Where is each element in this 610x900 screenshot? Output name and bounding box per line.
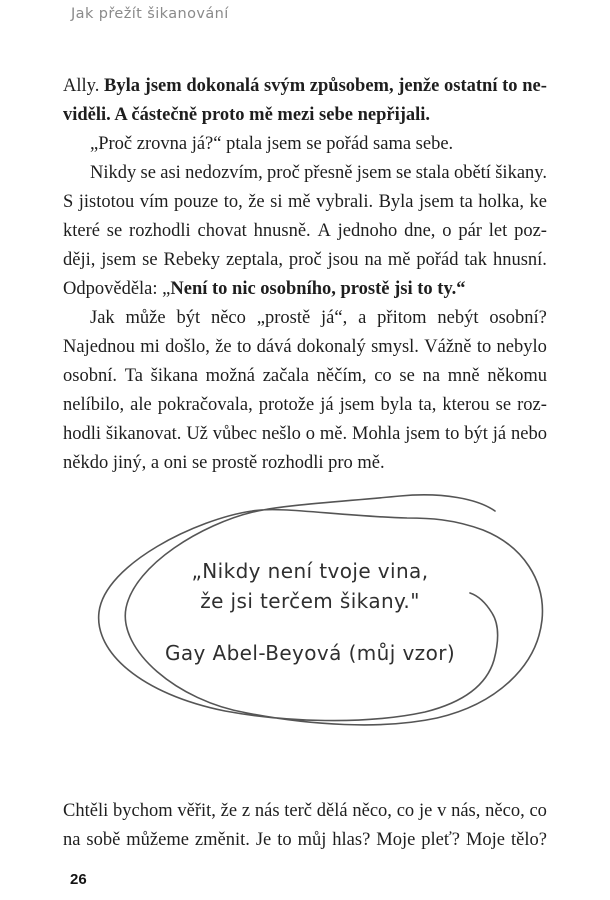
word: šikany.: [495, 163, 547, 183]
text-line: [63, 826, 547, 855]
word: být: [176, 308, 201, 328]
word: že: [220, 801, 238, 821]
word: asi: [160, 163, 181, 183]
text-line: [63, 420, 547, 449]
word: roz-: [517, 395, 547, 415]
text-line: [63, 362, 547, 391]
word: tělo?: [510, 830, 547, 850]
text-line: [63, 130, 547, 159]
word: Moje: [376, 830, 416, 850]
word: sobě: [86, 830, 121, 850]
word: chovat: [197, 221, 247, 241]
word: poz-: [514, 221, 547, 241]
word: někomu: [487, 366, 547, 386]
word: hlas?: [332, 830, 371, 850]
word: dělá: [316, 801, 348, 821]
word: ke: [529, 192, 547, 212]
word: tak: [464, 250, 488, 270]
word: Je: [255, 830, 272, 850]
word: o: [442, 221, 452, 241]
word: jsem: [419, 192, 454, 212]
word: hnusní.: [492, 250, 547, 270]
word: možná: [205, 366, 255, 386]
word: něco,: [485, 801, 525, 821]
word: došlo,: [165, 337, 210, 357]
word: to: [445, 424, 460, 444]
word: stala: [415, 163, 450, 183]
word: přesně: [304, 163, 353, 183]
word: Chtěli: [63, 801, 109, 821]
text-segment: někdo jiný, a oni se prostě rozhodli pro mě.: [63, 453, 385, 473]
word: Moje: [465, 830, 506, 850]
word: Mohla: [352, 424, 401, 444]
word: bychom: [113, 801, 173, 821]
word: hodli: [63, 424, 102, 444]
word: můj: [297, 830, 327, 850]
quote-line-2: že jsi terčem šikany.": [200, 589, 420, 613]
text-segment: „Proč zrovna já?“ ptala jsem se pořád sama sebe.: [90, 134, 454, 154]
body-text: [63, 72, 547, 478]
text-line: [63, 188, 547, 217]
word: Ta: [124, 366, 143, 386]
text-line: [63, 797, 547, 826]
word: holka,: [478, 192, 525, 212]
word: se: [495, 395, 512, 415]
text-line: [63, 391, 547, 420]
word: smysl.: [371, 337, 419, 357]
word: ostatní: [444, 76, 498, 96]
word: osobní.: [63, 366, 117, 386]
word: hnusně.: [253, 221, 311, 241]
text-segment: Odpověděla: „: [63, 279, 171, 299]
word: nelíbilo,: [63, 395, 125, 415]
word: šikana: [150, 366, 198, 386]
word: a: [358, 308, 367, 328]
text-segment: viděli. A částečně proto mě mezi sebe nepřijali.: [63, 105, 431, 125]
quote-block: [85, 556, 535, 668]
word: pokračovala,: [157, 395, 253, 415]
word: se: [140, 163, 156, 183]
word: kterou: [442, 395, 490, 415]
word: které: [63, 221, 100, 241]
word: můžeme: [126, 830, 189, 850]
word: ale: [130, 395, 152, 415]
word: něco: [210, 308, 246, 328]
word: může: [125, 308, 166, 328]
word: jsem: [144, 76, 182, 96]
word: to: [502, 76, 518, 96]
word: z: [241, 801, 251, 821]
word: nebo: [511, 424, 547, 444]
word: být: [464, 424, 488, 444]
word: S: [63, 192, 74, 212]
word: se: [396, 163, 412, 183]
word: něčím,: [316, 366, 367, 386]
word: terč: [284, 801, 313, 821]
word: ne-: [522, 76, 547, 96]
word: ději,: [63, 250, 96, 270]
word: na: [422, 366, 441, 386]
word: v: [437, 801, 447, 821]
word: dokonalá: [186, 76, 260, 96]
word: jsem: [356, 163, 392, 183]
word: nás: [254, 801, 280, 821]
word: začala: [262, 366, 309, 386]
word: nešlo: [261, 424, 301, 444]
word: si: [270, 192, 283, 212]
word: nebýt: [437, 308, 479, 328]
word: se: [106, 221, 123, 241]
text-line: [63, 72, 547, 101]
word: ta: [459, 192, 473, 212]
word: změnit.: [194, 830, 250, 850]
word: přitom: [377, 308, 427, 328]
word: to: [236, 337, 252, 357]
word: Najednou: [63, 337, 135, 357]
word: pleť?: [421, 830, 460, 850]
word: proč: [288, 250, 322, 270]
word: co: [529, 801, 547, 821]
word: svým: [264, 76, 306, 96]
word: o: [305, 424, 316, 444]
word: je: [418, 801, 433, 821]
word: nedozvím,: [185, 163, 263, 183]
footer-text: [63, 797, 547, 855]
word: vůbec: [212, 424, 257, 444]
word: způsobem,: [309, 76, 394, 96]
word: proč: [267, 163, 300, 183]
text-line: [63, 275, 547, 304]
word: Už: [186, 424, 208, 444]
word: obětí: [453, 163, 491, 183]
word: jsou: [327, 250, 359, 270]
word: já: [320, 395, 334, 415]
word: se: [399, 366, 415, 386]
word: mě.: [319, 424, 348, 444]
word: to: [277, 830, 292, 850]
text-line: [63, 101, 547, 130]
word: na: [63, 830, 81, 850]
word: že: [248, 192, 265, 212]
word: mě: [387, 250, 411, 270]
word: dokonalý: [296, 337, 366, 357]
word: co: [374, 366, 392, 386]
word: Ally.: [63, 76, 100, 96]
text-line: [63, 304, 547, 333]
word: ta,: [418, 395, 437, 415]
word: jednoho: [337, 221, 398, 241]
word: protože: [258, 395, 315, 415]
word: osobní?: [489, 308, 547, 328]
text-line: [63, 449, 547, 478]
quote-line-1: „Nikdy není tvoje vina,: [191, 559, 429, 583]
word: vím: [139, 192, 169, 212]
word: pouze: [174, 192, 219, 212]
word: jsem: [405, 424, 441, 444]
word: dává: [256, 337, 292, 357]
word: zeptala,: [225, 250, 283, 270]
word: co: [396, 801, 415, 821]
word: jsem: [339, 395, 375, 415]
quote-attribution: Gay Abel-Beyová (můj vzor): [164, 641, 456, 665]
word: A: [317, 221, 331, 241]
word: to,: [223, 192, 243, 212]
word: jsem: [101, 250, 137, 270]
word: byla: [380, 395, 413, 415]
word: věřit,: [177, 801, 216, 821]
word: jenže: [398, 76, 440, 96]
text-line: [63, 246, 547, 275]
word: vybrali.: [316, 192, 374, 212]
word: Vážně: [424, 337, 472, 357]
word: mi: [140, 337, 160, 357]
word: na: [364, 250, 382, 270]
word: šikanovat.: [105, 424, 182, 444]
word: let: [488, 221, 508, 241]
word: něco,: [352, 801, 392, 821]
word: že: [215, 337, 232, 357]
word: já: [492, 424, 507, 444]
word: pár: [458, 221, 482, 241]
word: nebylo: [496, 337, 547, 357]
word: jistotou: [78, 192, 135, 212]
word: Rebeky: [163, 250, 221, 270]
word: Nikdy: [90, 163, 137, 183]
text-segment: Není to nic osobního, prostě jsi to ty.“: [170, 279, 466, 299]
word: mně: [447, 366, 480, 386]
word: rozhodli: [129, 221, 191, 241]
word: Byla: [378, 192, 414, 212]
running-header: Jak přežít šikanování: [71, 6, 229, 22]
text-line: [63, 217, 547, 246]
text-line: [63, 159, 547, 188]
text-line: [63, 333, 547, 362]
word: to: [476, 337, 492, 357]
word: nás,: [451, 801, 481, 821]
word: mě: [287, 192, 311, 212]
word: „prostě: [256, 308, 311, 328]
word: Byla: [104, 76, 140, 96]
word: Jak: [90, 308, 115, 328]
word: pořád: [416, 250, 459, 270]
word: se: [142, 250, 158, 270]
word: já“,: [321, 308, 348, 328]
word: dne,: [404, 221, 436, 241]
page-number: 26: [70, 871, 87, 888]
